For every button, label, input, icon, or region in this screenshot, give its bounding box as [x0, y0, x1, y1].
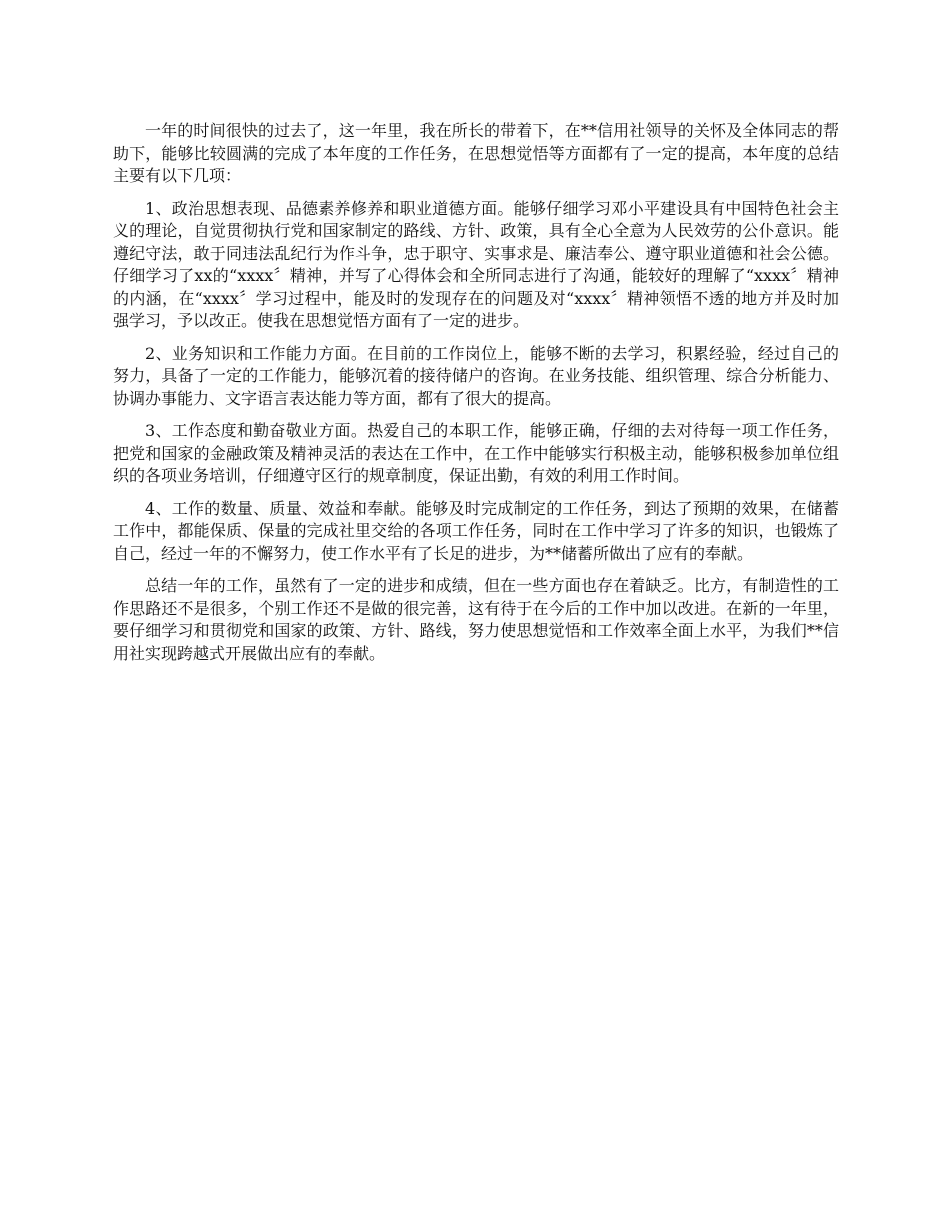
document-body [113, 120, 839, 675]
paragraph-work-attitude: 3、工作态度和勤奋敬业方面。热爱自己的本职工作，能够正确，仔细的去对待每一项工作任务，把党和国家的金融政策及精神灵活的表达在工作中，在工作中能够实行积极主动，能够积极参加单位组织的各项业务培训，仔细遵守区行的规章制度，保证出勤，有效的利用工作时间。 [113, 421, 839, 485]
paragraph-business-knowledge: 2、业务知识和工作能力方面。在目前的工作岗位上，能够不断的去学习，积累经验，经过自己的努力，具备了一定的工作能力，能够沉着的接待储户的咨询。在业务技能、组织管理、综合分析能力、协调办事能力、文字语言表达能力等方面，都有了很大的提高。 [113, 343, 839, 408]
paragraph-political-thought: 1、政治思想表现、品德素养修养和职业道德方面。能够仔细学习邓小平建设具有中国特色社会主义的理论，自觉贯彻执行党和国家制定的路线、方针、政策，具有全心全意为人民效劳的公仆意识。能遵纪守法，敢于同违法乱纪行为作斗争，忠于职守、实事求是、廉洁奉公、遵守职业道德和社会公德。仔细学习了xx的“xxxx〞精神，并写了心得体会和全所同志进行了沟通，能较好的理解了“xxxx〞精神的内涵，在“xxxx〞学习过程中，能及时的发现存在的问题及对“xxxx〞精神领悟不透的地方并及时加强学习，予以改正。使我在思想觉悟方面有了一定的进步。 [113, 198, 839, 330]
paragraph-conclusion: 总结一年的工作，虽然有了一定的进步和成绩，但在一些方面也存在着缺乏。比方，有制造性的工作思路还不是很多，个别工作还不是做的很完善，这有待于在今后的工作中加以改进。在新的一年里，要仔细学习和贯彻党和国家的政策、方针、路线，努力使思想觉悟和工作效率全面上水平，为我们**信用社实现跨越式开展做出应有的奉献。 [113, 576, 839, 663]
paragraph-work-results: 4、工作的数量、质量、效益和奉献。能够及时完成制定的工作任务，到达了预期的效果，在储蓄工作中，都能保质、保量的完成社里交给的各项工作任务，同时在工作中学习了许多的知识，也锻炼了自己，经过一年的不懈努力，使工作水平有了长足的进步，为**储蓄所做出了应有的奉献。 [113, 498, 839, 563]
paragraph-intro: 一年的时间很快的过去了，这一年里，我在所长的带着下，在**信用社领导的关怀及全体同志的帮助下，能够比较圆满的完成了本年度的工作任务，在思想觉悟等方面都有了一定的提高，本年度的总结主要有以下几项： [113, 121, 839, 185]
